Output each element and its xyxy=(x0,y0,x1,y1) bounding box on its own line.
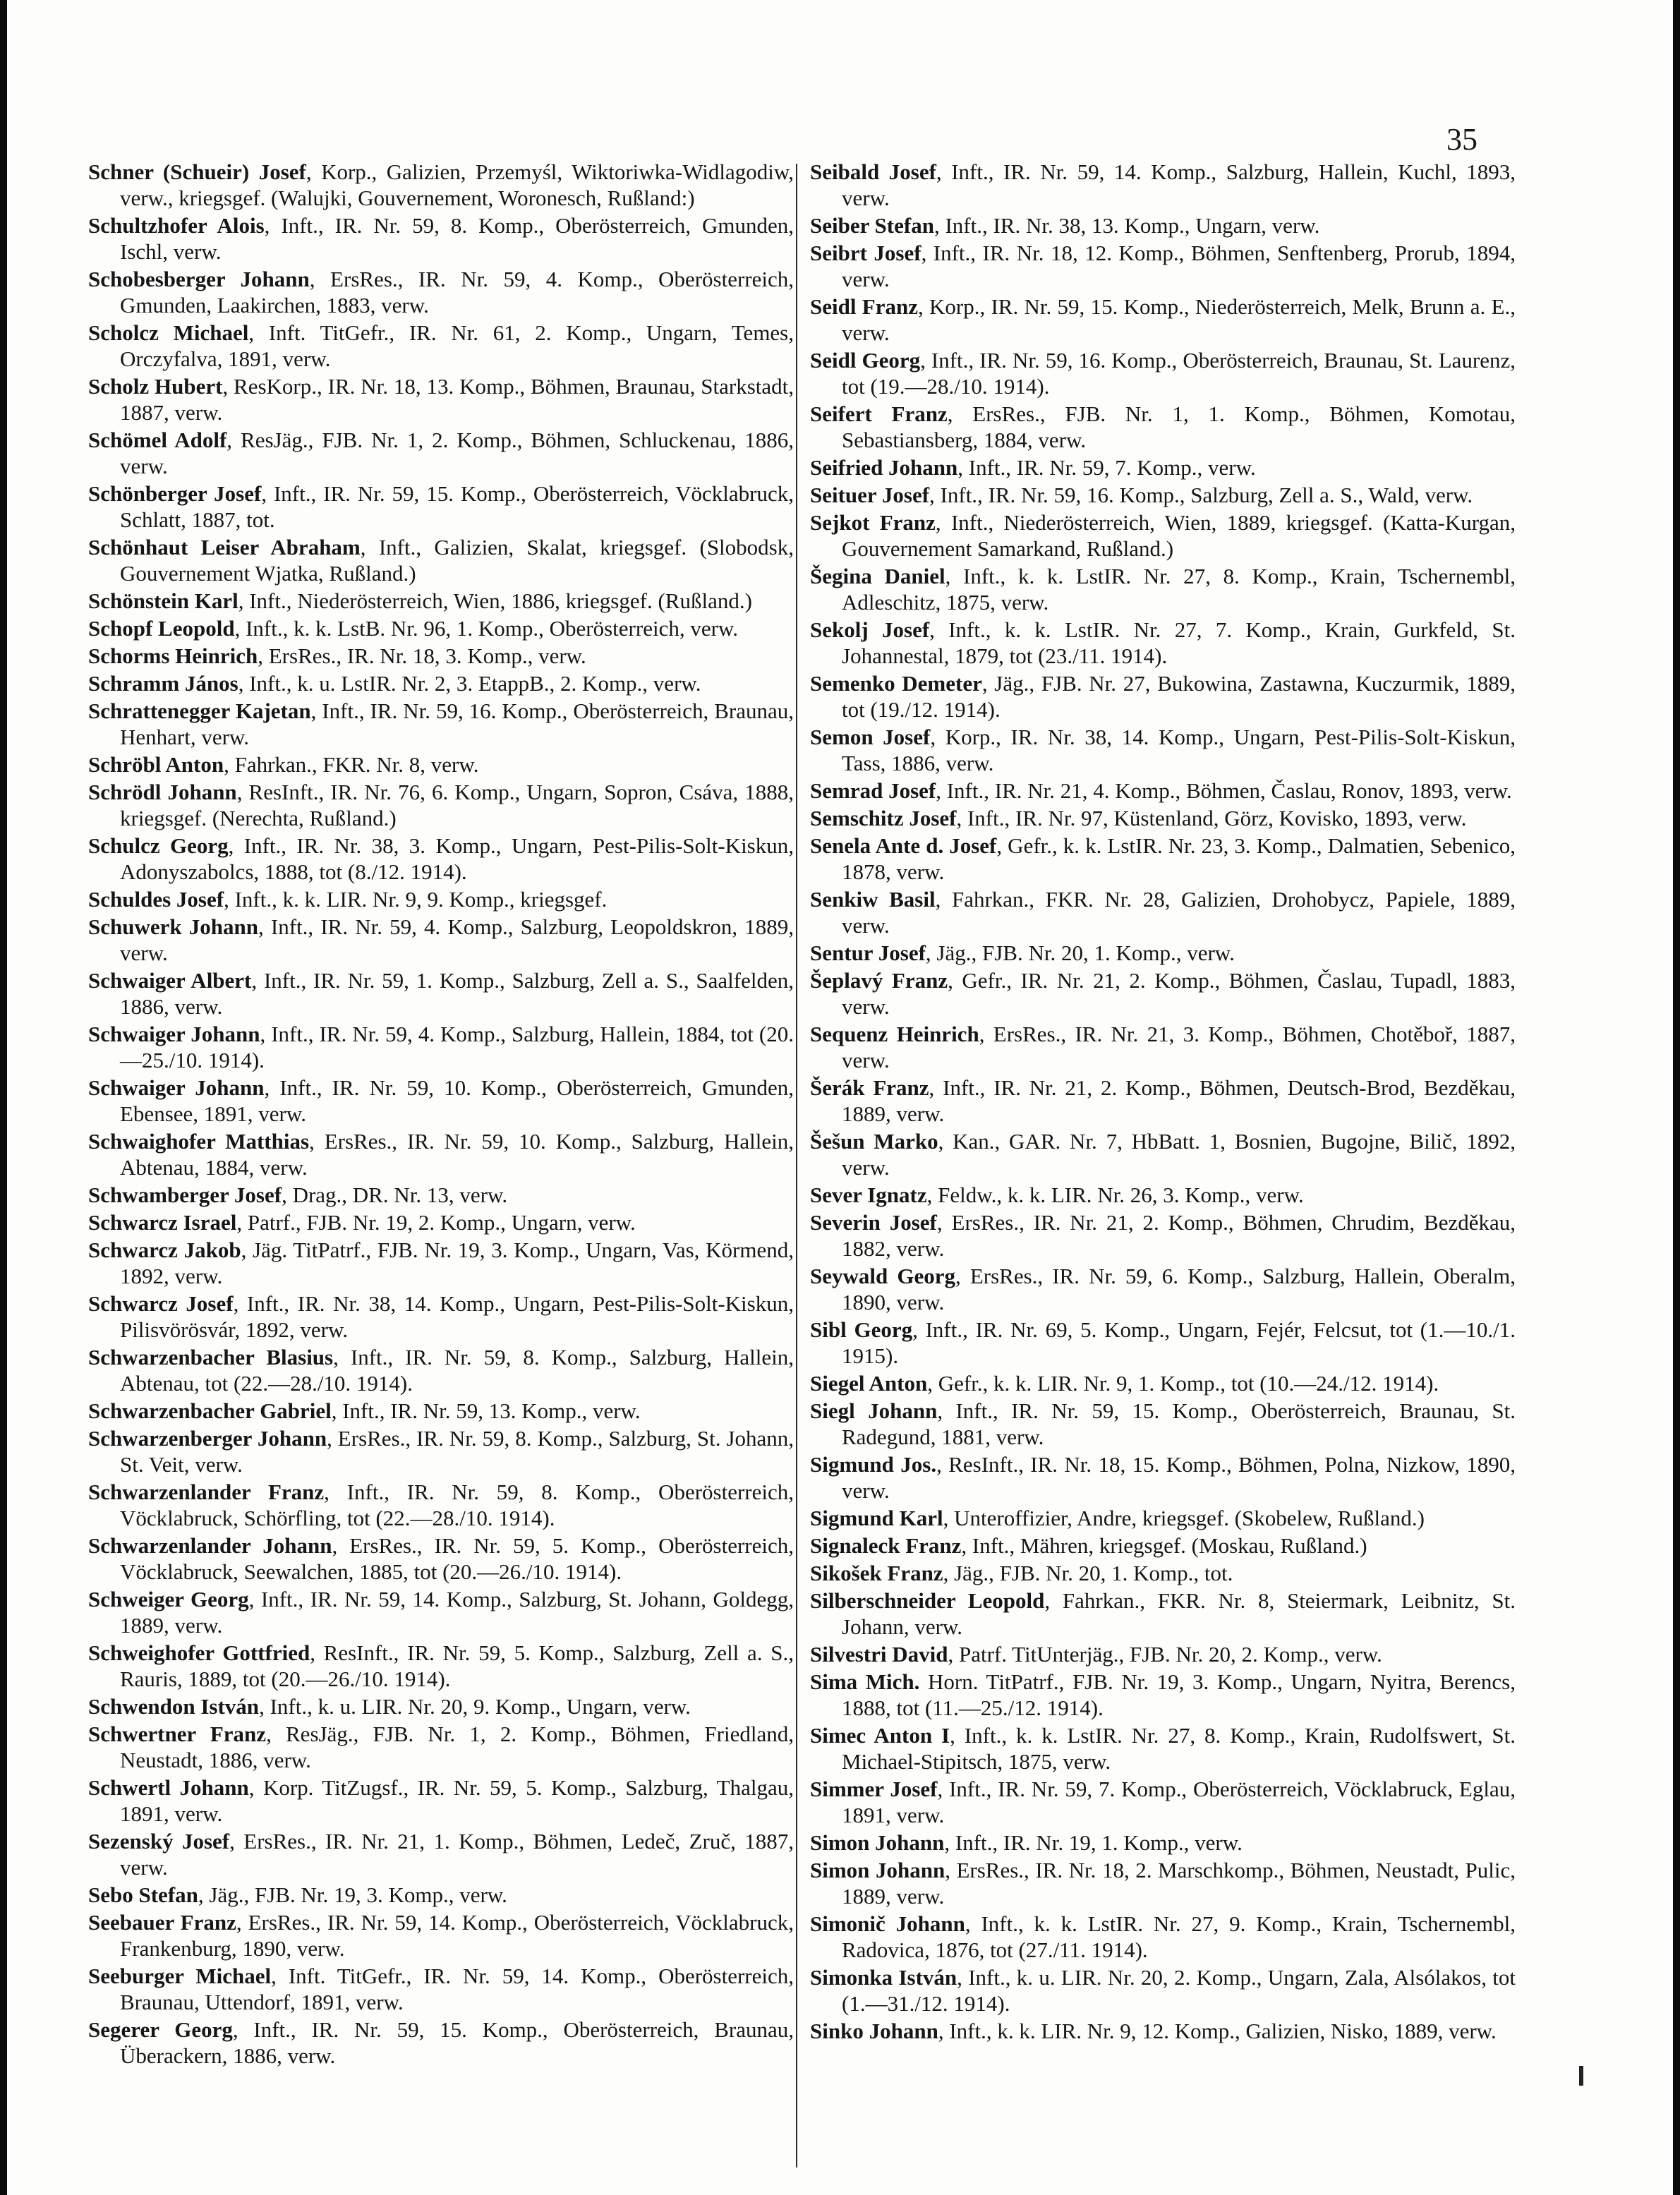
list-item xyxy=(810,159,1516,211)
list-item xyxy=(810,1398,1516,1450)
entry-name: Senkiw Basil xyxy=(810,887,936,912)
entry-name: Šešun Marko xyxy=(810,1129,938,1154)
entry-details: , Jäg., FJB. Nr. 19, 3. Komp., verw. xyxy=(198,1882,507,1907)
list-item xyxy=(810,1263,1516,1315)
entry-name: Schwendon István xyxy=(88,1694,260,1719)
entry-details: , Inft., IR. Nr. 59, 14. Komp., Salzburg, St. Johann, Goldegg, 1889, verw. xyxy=(120,1587,794,1638)
list-item xyxy=(88,1693,794,1719)
entry-details: , Korp. TitZugsf., IR. Nr. 59, 5. Komp., Salzburg, Thalgau, 1891, verw. xyxy=(120,1775,794,1826)
entry-details: , Inft., IR. Nr. 38, 14. Komp., Ungarn, Pest-Pilis-Solt-Kiskun, Pilisvörösvár, 1892, verw. xyxy=(120,1291,794,1342)
entry-details: , ErsRes., IR. Nr. 21, 3. Komp., Böhmen, Chotěboř, 1887, verw. xyxy=(842,1022,1516,1072)
entry-name: Schopf Leopold xyxy=(88,616,235,641)
entry-details: , Inft., IR. Nr. 59, 7. Komp., verw. xyxy=(957,455,1256,480)
entry-details: , Fahrkan., FKR. Nr. 8, Steiermark, Leibnitz, St. Johann, verw. xyxy=(842,1588,1516,1639)
entry-name: Schwarzenbacher Gabriel xyxy=(88,1398,332,1423)
entry-details: , Inft., IR. Nr. 59, 14. Komp., Salzburg, Hallein, Kuchl, 1893, verw. xyxy=(842,159,1516,210)
entry-details: , Fahrkan., FKR. Nr. 8, verw. xyxy=(224,752,479,777)
list-item xyxy=(810,1532,1516,1559)
entry-details: , Inft. TitGefr., IR. Nr. 61, 2. Komp., Ungarn, Temes, Orczyfalva, 1891, verw. xyxy=(120,320,794,371)
entry-name: Schwaiger Johann xyxy=(88,1075,265,1100)
entry-details: , Gefr., k. k. LIR. Nr. 9, 1. Komp., tot (10.—24./12. 1914). xyxy=(927,1371,1439,1396)
list-item xyxy=(88,779,794,831)
entry-name: Schuwerk Johann xyxy=(88,914,259,939)
entry-details: , Inft., k. u. LIR. Nr. 20, 9. Komp., Ungarn, verw. xyxy=(259,1694,691,1719)
entry-details: , Inft., k. k. LstB. Nr. 96, 1. Komp., Oberösterreich, verw. xyxy=(234,616,739,641)
list-item xyxy=(88,320,794,372)
entry-details: , ErsRes., IR. Nr. 21, 1. Komp., Böhmen, Ledeč, Zruč, 1887, verw. xyxy=(120,1829,794,1880)
entry-name: Schorms Heinrich xyxy=(88,643,258,668)
page-number: 35 xyxy=(1446,122,1477,157)
entry-details: , Korp., Galizien, Przemyśl, Wiktoriwka-Widlagodiw, verw., kriegsgef. (Walujki, Gouvernement, Woronesch, Rußland:) xyxy=(120,159,794,210)
list-item xyxy=(810,401,1516,453)
list-item xyxy=(810,1209,1516,1262)
entry-name: Seeburger Michael xyxy=(88,1964,272,1988)
entry-details: , Inft., IR. Nr. 59, 16. Komp., Oberösterreich, Braunau, Henhart, verw. xyxy=(120,699,794,749)
list-item xyxy=(88,670,794,696)
entry-name: Schwarcz Israel xyxy=(88,1210,237,1235)
list-item xyxy=(88,698,794,750)
list-item xyxy=(88,1909,794,1961)
entry-name: Sekolj Josef xyxy=(810,617,930,642)
entry-name: Schömel Adolf xyxy=(88,428,227,452)
list-item xyxy=(810,294,1516,346)
list-item xyxy=(88,615,794,641)
list-item xyxy=(810,1505,1516,1531)
entry-name: Schwaighofer Matthias xyxy=(88,1129,310,1154)
entry-details: , Inft., k. k. LstIR. Nr. 27, 7. Komp., Krain, Gurkfeld, St. Johannestal, 1879, tot (23./11. 1914). xyxy=(842,617,1516,668)
list-item xyxy=(88,1237,794,1289)
list-item xyxy=(88,1774,794,1827)
entry-details: , Inft., Galizien, Skalat, kriegsgef. (Slobodsk, Gouvernement Wjatka, Rußland.) xyxy=(120,535,794,586)
entry-details: , Inft., IR. Nr. 59, 15. Komp., Oberösterreich, Braunau, St. Radegund, 1881, verw. xyxy=(842,1398,1516,1449)
list-item xyxy=(810,509,1516,562)
entry-name: Schwertner Franz xyxy=(88,1722,267,1746)
entry-details: , Feldw., k. k. LIR. Nr. 26, 3. Komp., verw. xyxy=(926,1183,1304,1207)
entry-name: Scholcz Michael xyxy=(88,320,249,345)
entry-name: Siegl Johann xyxy=(810,1398,938,1423)
list-item xyxy=(810,1182,1516,1208)
entry-details: , Inft., IR. Nr. 59, 10. Komp., Oberösterreich, Gmunden, Ebensee, 1891, verw. xyxy=(120,1075,794,1126)
list-item xyxy=(88,1640,794,1692)
entry-name: Seywald Georg xyxy=(810,1264,955,1288)
entry-details: , Jäg., FJB. Nr. 20, 1. Komp., tot. xyxy=(943,1561,1233,1585)
entry-details: , Inft., IR. Nr. 59, 15. Komp., Oberösterreich, Vöcklabruck, Schlatt, 1887, tot. xyxy=(120,481,794,532)
entry-name: Seebauer Franz xyxy=(88,1910,236,1935)
list-item xyxy=(88,1128,794,1180)
entry-name: Schobesberger Johann xyxy=(88,267,310,291)
entry-name: Simon Johann xyxy=(810,1830,945,1855)
entry-details: , ErsRes., IR. Nr. 59, 5. Komp., Oberösterreich, Vöcklabruck, Seewalchen, 1885, tot (20.—26./10. 1914). xyxy=(120,1533,794,1584)
list-item xyxy=(88,373,794,425)
list-item xyxy=(88,1882,794,1908)
entry-name: Seituer Josef xyxy=(810,483,930,507)
list-item xyxy=(810,1911,1516,1963)
entry-name: Sigmund Karl xyxy=(810,1506,943,1530)
entry-details: , ResJäg., FJB. Nr. 1, 2. Komp., Böhmen, Schluckenau, 1886, verw. xyxy=(120,428,794,478)
list-item xyxy=(810,967,1516,1020)
entry-name: Schwaiger Albert xyxy=(88,968,252,993)
entry-name: Sima Mich. xyxy=(810,1669,920,1694)
list-item xyxy=(88,1586,794,1638)
entry-details: , Inft., IR. Nr. 38, 3. Komp., Ungarn, Pest-Pilis-Solt-Kiskun, Adonyszabolcs, 1888, tot (8./12. 1914). xyxy=(120,833,794,884)
entry-name: Schwaiger Johann xyxy=(88,1022,260,1046)
list-item xyxy=(810,347,1516,399)
entry-name: Semenko Demeter xyxy=(810,671,982,696)
list-item xyxy=(88,643,794,669)
entry-details: , Inft., Mähren, kriegsgef. (Moskau, Rußland.) xyxy=(961,1533,1367,1558)
list-item xyxy=(88,2016,794,2069)
entry-name: Schweighofer Gottfried xyxy=(88,1640,310,1665)
left-column xyxy=(88,159,794,2070)
list-item xyxy=(810,1669,1516,1721)
list-item xyxy=(88,1290,794,1343)
list-item xyxy=(88,751,794,778)
list-item xyxy=(810,1021,1516,1073)
entry-name: Sequenz Heinrich xyxy=(810,1022,979,1046)
list-item xyxy=(88,914,794,966)
list-item xyxy=(88,1182,794,1208)
entry-details: , Inft., k. k. LstIR. Nr. 27, 8. Komp., Krain, Rudolfswert, St. Michael-Stipitsch, 1875, verw. xyxy=(842,1723,1516,1774)
entry-details: , Patrf. TitUnterjäg., FJB. Nr. 20, 2. Komp., verw. xyxy=(948,1642,1382,1667)
entry-name: Semschitz Josef xyxy=(810,806,957,830)
entry-details: , ErsRes., IR. Nr. 21, 2. Komp., Böhmen, Chrudim, Bezděkau, 1882, verw. xyxy=(842,1210,1516,1261)
entry-name: Sinko Johann xyxy=(810,2019,938,2043)
list-item xyxy=(810,1641,1516,1667)
entry-details: , ResInft., IR. Nr. 18, 15. Komp., Böhmen, Polna, Nizkow, 1890, verw. xyxy=(842,1452,1516,1503)
list-item xyxy=(810,617,1516,669)
list-item xyxy=(88,1963,794,2015)
list-item xyxy=(88,480,794,533)
entry-details: , ErsRes., FJB. Nr. 1, 1. Komp., Böhmen, Komotau, Sebastiansberg, 1884, verw. xyxy=(842,401,1516,452)
entry-name: Sibl Georg xyxy=(810,1317,913,1342)
entry-name: Šegina Daniel xyxy=(810,564,945,588)
entry-details: , Inft., IR. Nr. 59, 16. Komp., Oberösterreich, Braunau, St. Laurenz, tot (19.—28./10. 1914). xyxy=(842,348,1516,399)
entry-name: Seibrt Josef xyxy=(810,241,921,265)
list-item xyxy=(810,833,1516,885)
list-item xyxy=(88,1344,794,1396)
entry-name: Schönhaut Leiser Abraham xyxy=(88,535,361,560)
list-item xyxy=(810,482,1516,508)
entry-name: Šeplavý Franz xyxy=(810,968,948,993)
entry-name: Schröbl Anton xyxy=(88,752,224,777)
entry-name: Schwarzenberger Johann xyxy=(88,1426,327,1451)
entry-details: , Inft., IR. Nr. 59, 15. Komp., Oberösterreich, Braunau, Überackern, 1886, verw. xyxy=(120,2017,794,2068)
list-item xyxy=(810,1560,1516,1586)
entry-name: Sentur Josef xyxy=(810,941,926,965)
entry-details: , Inft., k. k. LstIR. Nr. 27, 8. Komp., Krain, Tschernembl, Adleschitz, 1875, verw. xyxy=(842,564,1516,615)
entry-name: Schulcz Georg xyxy=(88,833,229,858)
list-item xyxy=(810,1588,1516,1640)
entry-details: , Korp., IR. Nr. 38, 14. Komp., Ungarn, Pest-Pilis-Solt-Kiskun, Tass, 1886, verw. xyxy=(842,725,1516,775)
list-item xyxy=(88,1828,794,1880)
entry-name: Schwarcz Josef xyxy=(88,1291,234,1316)
entry-details: , ErsRes., IR. Nr. 18, 2. Marschkomp., Böhmen, Neustadt, Pulic, 1889, verw. xyxy=(842,1858,1516,1909)
entry-name: Schwarzenlander Franz xyxy=(88,1480,325,1504)
entry-details: , ResJäg., FJB. Nr. 1, 2. Komp., Böhmen, Friedland, Neustadt, 1886, verw. xyxy=(120,1722,794,1772)
list-item xyxy=(88,1532,794,1585)
list-item xyxy=(88,833,794,885)
entry-name: Simmer Josef xyxy=(810,1777,938,1801)
entry-details: , Inft., IR. Nr. 59, 4. Komp., Salzburg, Hallein, 1884, tot (20.—25./10. 1914). xyxy=(120,1022,794,1072)
entry-details: , Inft., IR. Nr. 59, 8. Komp., Oberösterreich, Vöcklabruck, Schörfling, tot (22.—28./10. 1914). xyxy=(120,1480,794,1530)
entry-details: , Inft., IR. Nr. 97, Küstenland, Görz, Kovisko, 1893, verw. xyxy=(956,806,1467,830)
list-item xyxy=(88,427,794,479)
scan-edge-left xyxy=(0,0,7,2195)
entry-details: , Jäg., FJB. Nr. 20, 1. Komp., verw. xyxy=(925,941,1235,965)
entry-details: , ErsRes., IR. Nr. 18, 3. Komp., verw. xyxy=(258,643,586,668)
entry-name: Simonič Johann xyxy=(810,1911,965,1936)
entry-details: , Jäg., FJB. Nr. 27, Bukowina, Zastawna, Kuczurmik, 1889, tot (19./12. 1914). xyxy=(842,671,1516,722)
entry-name: Schwertl Johann xyxy=(88,1775,249,1800)
list-item xyxy=(810,778,1516,804)
entry-details: , Jäg. TitPatrf., FJB. Nr. 19, 3. Komp., Ungarn, Vas, Körmend, 1892, verw. xyxy=(120,1238,794,1288)
entry-details: , Inft., k. k. LIR. Nr. 9, 9. Komp., kriegsgef. xyxy=(224,887,608,912)
entry-name: Semrad Josef xyxy=(810,778,936,803)
entry-name: Schwamberger Josef xyxy=(88,1183,282,1207)
list-item xyxy=(810,670,1516,722)
list-item xyxy=(88,967,794,1020)
entry-details: , Gefr., k. k. LstIR. Nr. 23, 3. Komp., Dalmatien, Sebenico, 1878, verw. xyxy=(842,833,1516,884)
entry-details: , Fahrkan., FKR. Nr. 28, Galizien, Drohobycz, Papiele, 1889, verw. xyxy=(842,887,1516,938)
entry-details: , Inft., Niederösterreich, Wien, 1886, kriegsgef. (Rußland.) xyxy=(238,588,752,613)
list-item xyxy=(88,266,794,318)
entry-name: Schuldes Josef xyxy=(88,887,224,912)
entry-details: , Inft., IR. Nr. 59, 16. Komp., Salzburg, Zell a. S., Wald, verw. xyxy=(929,483,1473,507)
entry-name: Schönstein Karl xyxy=(88,588,238,613)
entry-name: Segerer Georg xyxy=(88,2017,233,2042)
entry-name: Sezenský Josef xyxy=(88,1829,230,1854)
entry-details: , Inft., IR. Nr. 59, 8. Komp., Salzburg, Hallein, Abtenau, tot (22.—28./10. 1914). xyxy=(120,1345,794,1396)
right-column xyxy=(810,159,1516,2045)
entry-name: Senela Ante d. Josef xyxy=(810,833,997,858)
entry-name: Sigmund Jos. xyxy=(810,1452,937,1477)
entry-name: Schramm János xyxy=(88,671,238,696)
entry-details: , Korp., IR. Nr. 59, 15. Komp., Niederösterreich, Melk, Brunn a. E., verw. xyxy=(842,294,1516,345)
list-item xyxy=(88,534,794,586)
entry-details: , ErsRes., IR. Nr. 59, 6. Komp., Salzburg, Hallein, Oberalm, 1890, verw. xyxy=(842,1264,1516,1314)
list-item xyxy=(88,1075,794,1127)
entry-details: , Drag., DR. Nr. 13, verw. xyxy=(282,1183,508,1207)
entry-name: Schwarzenbacher Blasius xyxy=(88,1345,334,1369)
entry-details: , ResInft., IR. Nr. 76, 6. Komp., Ungarn, Sopron, Csáva, 1888, kriegsgef. (Nerechta, Rußland.) xyxy=(120,780,794,830)
entry-details: , Inft., IR. Nr. 59, 4. Komp., Salzburg, Leopoldskron, 1889, verw. xyxy=(120,914,794,965)
list-item xyxy=(810,454,1516,480)
list-item xyxy=(88,1425,794,1477)
entry-name: Seidl Franz xyxy=(810,294,918,319)
entry-details: , Inft., IR. Nr. 18, 12. Komp., Böhmen, Senftenberg, Prorub, 1894, verw. xyxy=(842,241,1516,291)
entry-details: , Inft., IR. Nr. 21, 4. Komp., Böhmen, Časlau, Ronov, 1893, verw. xyxy=(936,778,1512,803)
entry-details: , Inft., IR. Nr. 59, 8. Komp., Oberösterreich, Gmunden, Ischl, verw. xyxy=(120,213,794,264)
list-item xyxy=(88,1021,794,1073)
entry-details: , Gefr., IR. Nr. 21, 2. Komp., Böhmen, Časlau, Tupadl, 1883, verw. xyxy=(842,968,1516,1019)
entry-name: Schwarzenlander Johann xyxy=(88,1533,332,1558)
entry-name: Schrödl Johann xyxy=(88,780,237,804)
entry-details: , Inft., IR. Nr. 59, 13. Komp., verw. xyxy=(331,1398,641,1423)
list-item xyxy=(88,1209,794,1235)
entry-name: Schrattenegger Kajetan xyxy=(88,699,311,723)
entry-details: , Inft., IR. Nr. 38, 13. Komp., Ungarn, verw. xyxy=(933,213,1320,238)
entry-details: Horn. TitPatrf., FJB. Nr. 19, 3. Komp., Ungarn, Nyitra, Berencs, 1888, tot (11.—25./12. 1914). xyxy=(842,1669,1516,1720)
entry-details: , Inft., IR. Nr. 69, 5. Komp., Ungarn, Fejér, Felcsut, tot (1.—10./1. 1915). xyxy=(842,1317,1516,1368)
entry-details: , Inft., k. k. LIR. Nr. 9, 12. Komp., Galizien, Nisko, 1889, verw. xyxy=(938,2019,1497,2043)
entry-name: Schweiger Georg xyxy=(88,1587,249,1612)
entry-details: , ResKorp., IR. Nr. 18, 13. Komp., Böhmen, Braunau, Starkstadt, 1887, verw. xyxy=(120,374,794,425)
list-item xyxy=(810,563,1516,615)
entry-details: , Inft., k. u. LIR. Nr. 20, 2. Komp., Ungarn, Zala, Alsólakos, tot (1.—31./12. 1914). xyxy=(842,1965,1516,2016)
entry-details: , Inft., IR. Nr. 59, 1. Komp., Salzburg, Zell a. S., Saalfelden, 1886, verw. xyxy=(120,968,794,1019)
entry-name: Silberschneider Leopold xyxy=(810,1588,1045,1613)
entry-details: , Inft., k. k. LstIR. Nr. 27, 9. Komp., Krain, Tschernembl, Radovica, 1876, tot (27./11. 1914). xyxy=(842,1911,1516,1962)
list-item xyxy=(810,940,1516,966)
entry-name: Silvestri David xyxy=(810,1642,948,1667)
entry-details: , Inft., Niederösterreich, Wien, 1889, kriegsgef. (Katta-Kurgan, Gouvernement Samarkand, Rußland.) xyxy=(842,510,1516,561)
list-item xyxy=(810,886,1516,938)
list-item xyxy=(88,588,794,614)
entry-name: Simon Johann xyxy=(810,1858,945,1882)
list-item xyxy=(810,1776,1516,1828)
entry-details: , Inft., k. u. LstIR. Nr. 2, 3. EtappB., 2. Komp., verw. xyxy=(238,671,701,696)
entry-name: Šerák Franz xyxy=(810,1075,929,1100)
column-divider xyxy=(796,164,797,2167)
list-item xyxy=(810,1317,1516,1369)
entry-name: Seifried Johann xyxy=(810,455,958,480)
list-item xyxy=(810,240,1516,292)
entry-details: , Unteroffizier, Andre, kriegsgef. (Skobelew, Rußland.) xyxy=(943,1506,1425,1530)
entry-name: Simec Anton I xyxy=(810,1723,950,1748)
list-item xyxy=(810,1451,1516,1504)
list-item xyxy=(810,1857,1516,1909)
list-item xyxy=(88,1721,794,1773)
list-item xyxy=(810,212,1516,238)
entry-name: Semon Josef xyxy=(810,725,931,749)
list-item xyxy=(810,724,1516,776)
list-item xyxy=(88,212,794,265)
entry-name: Signaleck Franz xyxy=(810,1533,962,1558)
entry-details: , Inft., IR. Nr. 21, 2. Komp., Böhmen, Deutsch-Brod, Bezděkau, 1889, verw. xyxy=(842,1075,1516,1126)
entry-name: Schwarcz Jakob xyxy=(88,1238,241,1262)
list-item xyxy=(88,1479,794,1531)
entry-name: Sebo Stefan xyxy=(88,1882,198,1907)
entry-details: , Inft. TitGefr., IR. Nr. 59, 14. Komp., Oberösterreich, Braunau, Uttendorf, 1891, verw. xyxy=(120,1964,794,2014)
entry-name: Scholz Hubert xyxy=(88,374,223,399)
list-item xyxy=(88,886,794,912)
list-item xyxy=(810,1964,1516,2016)
margin-mark xyxy=(1579,2066,1583,2086)
entry-details: , ErsRes., IR. Nr. 59, 14. Komp., Oberösterreich, Vöcklabruck, Frankenburg, 1890, verw. xyxy=(120,1910,794,1961)
list-item xyxy=(810,805,1516,831)
list-item xyxy=(810,1128,1516,1180)
list-item xyxy=(810,1722,1516,1774)
entry-name: Sejkot Franz xyxy=(810,510,936,535)
list-item xyxy=(88,1398,794,1424)
entry-name: Sikošek Franz xyxy=(810,1561,943,1585)
entry-name: Seiber Stefan xyxy=(810,213,934,238)
entry-details: , ErsRes., IR. Nr. 59, 4. Komp., Oberösterreich, Gmunden, Laakirchen, 1883, verw. xyxy=(120,267,794,318)
entry-name: Seifert Franz xyxy=(810,401,948,426)
entry-name: Seidl Georg xyxy=(810,348,921,373)
entry-name: Schultzhofer Alois xyxy=(88,213,265,238)
entry-name: Schönberger Josef xyxy=(88,481,262,506)
entry-details: , ErsRes., IR. Nr. 59, 8. Komp., Salzburg, St. Johann, St. Veit, verw. xyxy=(120,1426,794,1477)
entry-name: Seibald Josef xyxy=(810,159,936,184)
entry-details: , Kan., GAR. Nr. 7, HbBatt. 1, Bosnien, Bugojne, Bilič, 1892, verw. xyxy=(842,1129,1516,1180)
entry-details: , Inft., IR. Nr. 59, 7. Komp., Oberösterreich, Vöcklabruck, Eglau, 1891, verw. xyxy=(842,1777,1516,1827)
entry-details: , ResInft., IR. Nr. 59, 5. Komp., Salzburg, Zell a. S., Rauris, 1889, tot (20.—26./10. 1914). xyxy=(120,1640,794,1691)
entry-details: , ErsRes., IR. Nr. 59, 10. Komp., Salzburg, Hallein, Abtenau, 1884, verw. xyxy=(120,1129,794,1180)
list-item xyxy=(810,2018,1516,2044)
entry-name: Schner (Schueir) Josef xyxy=(88,159,306,184)
list-item xyxy=(810,1830,1516,1856)
entry-name: Siegel Anton xyxy=(810,1371,928,1396)
list-item xyxy=(810,1075,1516,1127)
entry-name: Severin Josef xyxy=(810,1210,937,1235)
list-item xyxy=(88,159,794,211)
list-item xyxy=(810,1370,1516,1396)
entry-name: Simonka István xyxy=(810,1965,957,1990)
entry-details: , Patrf., FJB. Nr. 19, 2. Komp., Ungarn, verw. xyxy=(236,1210,636,1235)
entry-details: , Inft., IR. Nr. 19, 1. Komp., verw. xyxy=(944,1830,1243,1855)
scan-edge-right xyxy=(1673,0,1680,2195)
entry-name: Sever Ignatz xyxy=(810,1183,927,1207)
